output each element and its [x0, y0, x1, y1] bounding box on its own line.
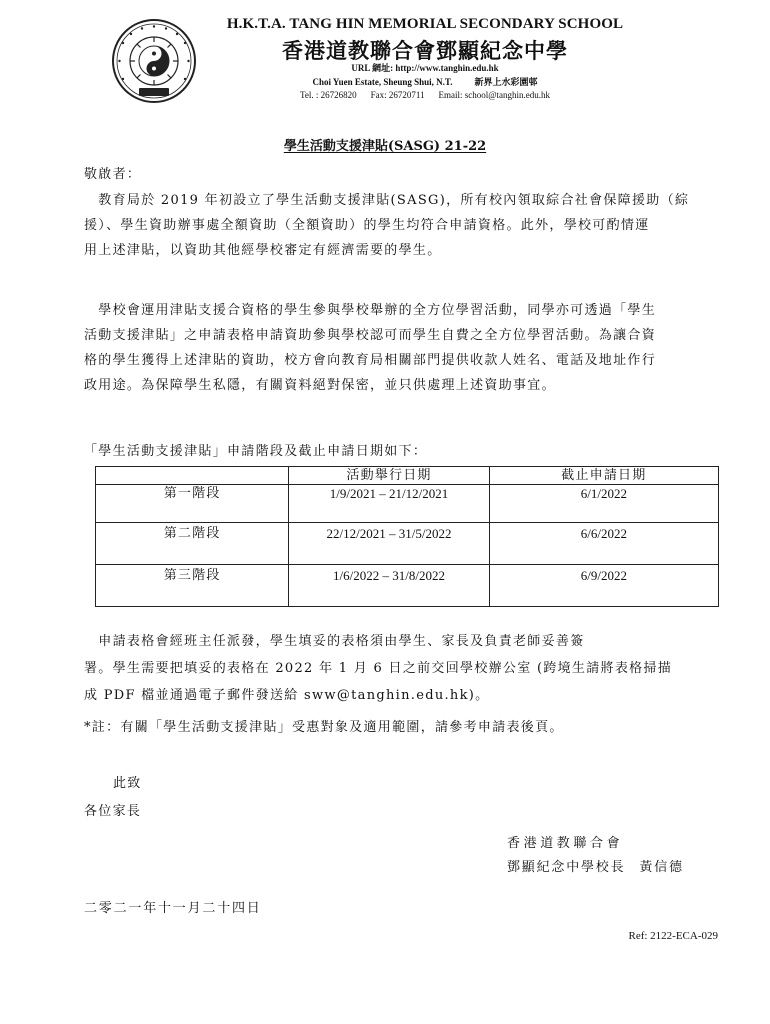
stage-cell: 第二階段	[96, 523, 289, 565]
stages-intro: 「學生活動支援津貼」申請階段及截止申請日期如下：	[84, 444, 428, 459]
paragraph-usage	[84, 298, 714, 398]
school-contact	[215, 90, 635, 100]
signature-organization: 香港道教聯合會	[507, 836, 624, 851]
deadline-cell: 6/9/2022	[489, 565, 718, 607]
stage-cell: 第一階段	[96, 485, 289, 523]
address-chinese: 新界上水彩園邨	[474, 77, 538, 87]
school-address	[215, 75, 635, 88]
table-row	[96, 523, 719, 565]
paragraph-intro	[84, 188, 714, 263]
letter-date: 二零二一年十一月二十四日	[84, 901, 262, 916]
paragraph-line: 格的學生獲得上述津貼的資助，校方會向教育局相關部門提供收款人姓名、電話及地址作行	[84, 353, 657, 368]
paragraph-line: 用上述津貼，以資助其他經學校審定有經濟需要的學生。	[84, 243, 442, 258]
fax: Fax: 26720711	[370, 90, 425, 100]
letter-title: 學生活動支援津貼(SASG) 21-22	[283, 139, 487, 154]
stages-table	[95, 466, 719, 607]
paragraph-line: 活動支援津貼」之申請表格申請資助參與學校認可而學生自費之全方位學習活動。為讓合資	[84, 328, 657, 343]
table-header-cell: 活動舉行日期	[289, 467, 489, 485]
signature-title: 鄧顯紀念中學校長	[507, 860, 626, 875]
letter-title-wrap	[0, 135, 770, 154]
period-cell: 1/6/2022 – 31/8/2022	[289, 565, 489, 607]
signature-block	[507, 856, 684, 875]
paragraph-line: 援）、學生資助辦事處全額資助（全額資助）的學生均符合申請資格。此外，學校可酌情運	[84, 218, 650, 233]
deadline-cell: 6/1/2022	[489, 485, 718, 523]
reference-number: Ref: 2122-ECA-029	[628, 930, 718, 942]
recipient: 各位家長	[84, 804, 142, 819]
table-row	[96, 485, 719, 523]
table-header-cell	[96, 467, 289, 485]
signature-name: 黃信德	[639, 860, 684, 875]
email[interactable]: Email: school@tanghin.edu.hk	[438, 90, 551, 100]
telephone: Tel. : 26726820	[299, 90, 357, 100]
paragraph-line: 教育局於 2019 年初設立了學生活動支援津貼(SASG)，所有校內領取綜合社會保障援助（綜	[84, 193, 690, 208]
school-name-chinese: 香港道教聯合會鄧顯紀念中學	[282, 38, 568, 63]
paragraph-line: 成 PDF 檔並通過電子郵件發送給 sww@tanghin.edu.hk)。	[84, 688, 490, 703]
period-cell: 22/12/2021 – 31/5/2022	[289, 523, 489, 565]
table-header-row	[96, 467, 719, 485]
paragraph-line: 署。學生需要把填妥的表格在 2022 年 1 月 6 日之前交回學校辦公室 (跨境生請將表格掃描	[84, 661, 673, 676]
paragraph-line: 申請表格會經班主任派發，學生填妥的表格須由學生、家長及負責老師妥善簽	[84, 634, 585, 649]
salutation: 敬啟者：	[84, 167, 142, 182]
period-cell: 1/9/2021 – 21/12/2021	[289, 485, 489, 523]
address-english: Choi Yuen Estate, Sheung Shui, N.T.	[312, 77, 453, 87]
closing-line: 此致	[113, 776, 142, 791]
school-url[interactable]: URL 網址: http://www.tanghin.edu.hk	[351, 63, 499, 73]
paragraph-submission	[84, 628, 714, 709]
school-name-english: H.K.T.A. TANG HIN MEMORIAL SECONDARY SCHOOL	[226, 16, 624, 32]
stage-cell: 第三階段	[96, 565, 289, 607]
school-crest-logo	[111, 18, 197, 104]
deadline-cell: 6/6/2022	[489, 523, 718, 565]
table-row	[96, 565, 719, 607]
paragraph-line: 學校會運用津貼支援合資格的學生參與學校舉辦的全方位學習活動，同學亦可透過「學生	[84, 303, 657, 318]
footnote: *註：有關「學生活動支援津貼」受惠對象及適用範圍，請參考申請表後頁。	[84, 720, 564, 735]
table-header-cell: 截止申請日期	[489, 467, 718, 485]
paragraph-line: 政用途。為保障學生私隱，有關資料絕對保密，並只供處理上述資助事宜。	[84, 378, 556, 393]
